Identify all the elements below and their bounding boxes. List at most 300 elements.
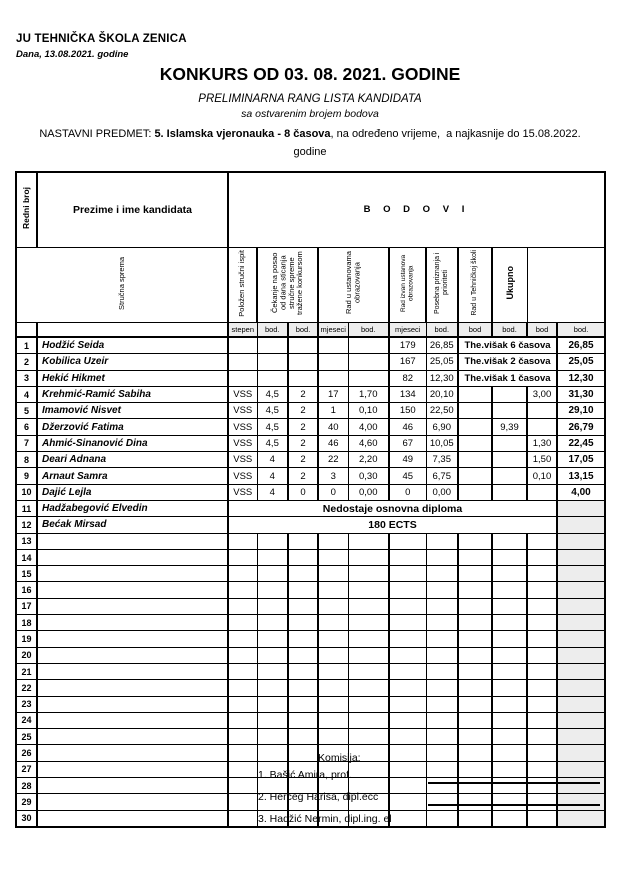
score-cell — [527, 566, 557, 582]
table-row — [16, 745, 605, 761]
score-cell — [318, 337, 348, 354]
score-cell — [318, 696, 348, 712]
score-cell — [318, 598, 348, 614]
score-cell — [426, 712, 458, 728]
candidate-name: Hodžić Seida — [37, 337, 228, 354]
unit-label: bod — [527, 323, 557, 338]
score-cell — [527, 631, 557, 647]
score-cell — [318, 370, 348, 386]
candidate-name — [37, 761, 228, 777]
score-cell — [348, 533, 389, 549]
score-cell — [257, 354, 288, 370]
score-cell — [527, 680, 557, 696]
score-cell — [458, 484, 492, 500]
score-cell — [527, 419, 557, 435]
score-cell — [228, 582, 257, 598]
unit-label: bod. — [492, 323, 527, 338]
score-cell: 4,5 — [257, 419, 288, 435]
score-cell: 134 — [389, 386, 426, 402]
col-group-cekanje-na-posao: Čekanje na posao od dana sticanja stručne spreme tražene konkursom — [257, 248, 318, 323]
candidate-name: Ahmić-Sinanović Dina — [37, 435, 228, 451]
score-cell — [426, 566, 458, 582]
score-cell — [288, 680, 318, 696]
score-cell — [527, 582, 557, 598]
score-cell — [458, 386, 492, 402]
score-cell — [458, 533, 492, 549]
col-group-strucna-sprema: Stručna sprema — [16, 248, 228, 323]
score-cell — [492, 729, 527, 745]
score-cell: 6,75 — [426, 468, 458, 484]
table-row — [16, 484, 605, 500]
score-cell — [426, 680, 458, 696]
score-cell — [426, 598, 458, 614]
row-number: 17 — [16, 598, 37, 614]
table-row — [16, 712, 605, 728]
score-cell — [458, 598, 492, 614]
score-cell — [426, 663, 458, 679]
score-cell — [228, 745, 257, 761]
score-cell — [527, 663, 557, 679]
score-cell: 1,70 — [348, 386, 389, 402]
score-cell: VSS — [228, 403, 257, 419]
score-cell: 7,35 — [426, 452, 458, 468]
col-group-polozen-ispit: Položen stručni ispit — [228, 248, 257, 323]
candidate-name: Krehmić-Ramić Sabiha — [37, 386, 228, 402]
score-cell — [527, 615, 557, 631]
row-number: 25 — [16, 729, 37, 745]
score-cell — [458, 696, 492, 712]
candidate-name — [37, 696, 228, 712]
score-cell — [527, 729, 557, 745]
subtitle-bodovi: sa ostvarenim brojem bodova — [241, 108, 379, 120]
score-cell — [228, 810, 257, 827]
row-number: 1 — [16, 337, 37, 354]
score-cell — [389, 729, 426, 745]
score-cell — [348, 631, 389, 647]
score-cell — [257, 615, 288, 631]
score-cell — [288, 729, 318, 745]
komisija-label: Komisija: — [318, 752, 361, 764]
score-cell — [426, 696, 458, 712]
score-cell — [389, 615, 426, 631]
score-cell — [318, 631, 348, 647]
score-cell — [426, 778, 458, 794]
komisija-member: 2. Herceg Harisa, dipl.ecc — [258, 791, 379, 803]
score-cell — [318, 566, 348, 582]
candidate-name — [37, 729, 228, 745]
row-number: 15 — [16, 566, 37, 582]
candidate-name — [37, 663, 228, 679]
rank-table — [15, 171, 606, 828]
score-cell — [527, 810, 557, 827]
row-number: 4 — [16, 386, 37, 402]
score-cell — [257, 680, 288, 696]
row-note: 180 ECTS — [228, 517, 557, 533]
score-cell — [389, 631, 426, 647]
score-cell — [458, 452, 492, 468]
total-cell — [557, 615, 605, 631]
score-cell: 26,85 — [426, 337, 458, 354]
score-cell — [527, 647, 557, 663]
candidate-name: Džerzović Fatima — [37, 419, 228, 435]
score-cell — [318, 729, 348, 745]
subject-suffix: , na određeno vrijeme, a najkasnije do 15.08.2022. — [330, 128, 581, 140]
score-cell: 9,39 — [492, 419, 527, 435]
score-cell — [426, 794, 458, 810]
score-cell — [492, 810, 527, 827]
score-cell — [492, 533, 527, 549]
table-row — [16, 403, 605, 419]
score-cell: 0,30 — [348, 468, 389, 484]
unit-label: bod — [458, 323, 492, 338]
score-cell — [228, 370, 257, 386]
score-cell — [228, 647, 257, 663]
score-cell — [389, 696, 426, 712]
score-cell — [492, 566, 527, 582]
unit-label: bod. — [557, 323, 605, 338]
score-cell — [318, 615, 348, 631]
score-cell — [458, 549, 492, 565]
score-cell: 150 — [389, 403, 426, 419]
row-number: 20 — [16, 647, 37, 663]
candidate-name — [37, 680, 228, 696]
candidate-name: Deari Adnana — [37, 452, 228, 468]
total-cell: 13,15 — [557, 468, 605, 484]
score-cell — [348, 663, 389, 679]
visak-note: The.višak 2 časova — [458, 354, 557, 370]
total-cell: 12,30 — [557, 370, 605, 386]
candidate-name — [37, 794, 228, 810]
score-cell: 167 — [389, 354, 426, 370]
score-cell — [527, 696, 557, 712]
total-cell: 4,00 — [557, 484, 605, 500]
col-group-rad-izvan-ustanova: Rad izvan ustanova obrazovanja — [389, 248, 426, 323]
score-cell: 12,30 — [426, 370, 458, 386]
score-cell: 0,00 — [348, 484, 389, 500]
row-number: 10 — [16, 484, 37, 500]
candidate-name: Hadžabegović Elvedin — [37, 500, 228, 516]
score-cell — [389, 598, 426, 614]
score-cell — [389, 647, 426, 663]
score-cell: 2,20 — [348, 452, 389, 468]
score-cell — [348, 680, 389, 696]
candidate-name — [37, 549, 228, 565]
row-number: 11 — [16, 500, 37, 516]
score-cell — [458, 810, 492, 827]
score-cell — [492, 435, 527, 451]
score-cell — [257, 370, 288, 386]
score-cell — [257, 745, 288, 761]
score-cell — [492, 484, 527, 500]
score-cell: 0,10 — [348, 403, 389, 419]
row-number: 2 — [16, 354, 37, 370]
row-number: 8 — [16, 452, 37, 468]
score-cell — [458, 566, 492, 582]
unit-label: bod. — [348, 323, 389, 338]
score-cell — [492, 778, 527, 794]
total-cell — [557, 517, 605, 533]
table-row — [16, 680, 605, 696]
row-number: 18 — [16, 615, 37, 631]
row-number: 23 — [16, 696, 37, 712]
row-number: 9 — [16, 468, 37, 484]
score-cell: 4 — [257, 484, 288, 500]
signature-line — [428, 782, 600, 784]
score-cell — [458, 403, 492, 419]
score-cell — [257, 631, 288, 647]
score-cell — [348, 729, 389, 745]
unit-cell-empty — [37, 323, 228, 338]
score-cell — [492, 794, 527, 810]
score-cell — [389, 549, 426, 565]
score-cell — [288, 712, 318, 728]
total-cell — [557, 549, 605, 565]
candidate-name — [37, 647, 228, 663]
score-cell — [492, 631, 527, 647]
score-cell: 2 — [288, 435, 318, 451]
total-cell — [557, 566, 605, 582]
komisija-member: 1. Bašić Amira, prof. — [258, 769, 352, 781]
candidate-name — [37, 533, 228, 549]
score-cell — [348, 696, 389, 712]
row-number: 19 — [16, 631, 37, 647]
score-cell: 1,50 — [527, 452, 557, 468]
score-cell: 4,00 — [348, 419, 389, 435]
table-row — [16, 500, 605, 516]
score-cell — [389, 533, 426, 549]
score-cell — [318, 712, 348, 728]
total-cell — [557, 582, 605, 598]
score-cell — [348, 647, 389, 663]
score-cell — [389, 761, 426, 777]
table-row — [16, 435, 605, 451]
unit-label: bod. — [257, 323, 288, 338]
total-cell — [557, 533, 605, 549]
signature-line — [428, 826, 600, 828]
score-cell — [458, 582, 492, 598]
total-cell — [557, 500, 605, 516]
score-cell — [389, 712, 426, 728]
score-cell — [492, 663, 527, 679]
score-cell: 45 — [389, 468, 426, 484]
score-cell — [527, 778, 557, 794]
score-cell: 49 — [389, 452, 426, 468]
score-cell — [458, 615, 492, 631]
score-cell — [228, 778, 257, 794]
score-cell — [389, 680, 426, 696]
candidate-name — [37, 712, 228, 728]
table-row — [16, 517, 605, 533]
score-cell — [288, 533, 318, 549]
score-cell — [527, 549, 557, 565]
score-cell — [426, 582, 458, 598]
score-cell — [458, 712, 492, 728]
score-cell — [288, 354, 318, 370]
row-number: 3 — [16, 370, 37, 386]
table-row — [16, 337, 605, 354]
col-header-bodovi: B O D O V I — [228, 172, 605, 248]
score-cell — [257, 598, 288, 614]
score-cell — [318, 354, 348, 370]
score-cell — [458, 419, 492, 435]
score-cell — [389, 663, 426, 679]
score-cell — [228, 533, 257, 549]
row-number: 24 — [16, 712, 37, 728]
score-cell: 2 — [288, 386, 318, 402]
score-cell: 0 — [389, 484, 426, 500]
candidate-name: Arnaut Samra — [37, 468, 228, 484]
signature-line — [428, 804, 600, 806]
score-cell — [288, 337, 318, 354]
score-cell — [527, 403, 557, 419]
score-cell — [257, 533, 288, 549]
score-cell — [228, 663, 257, 679]
table-row — [16, 354, 605, 370]
score-cell — [492, 386, 527, 402]
score-cell — [288, 745, 318, 761]
score-cell — [318, 533, 348, 549]
col-group-rad-u-ustanovama: Rad u ustanovama obrazovanja — [318, 248, 389, 323]
unit-label: mjeseci — [389, 323, 426, 338]
col-header-redni-broj: Redni broj — [16, 172, 37, 248]
score-cell: 46 — [389, 419, 426, 435]
score-cell: 4 — [257, 468, 288, 484]
score-cell — [288, 582, 318, 598]
row-number: 28 — [16, 778, 37, 794]
total-cell: 31,30 — [557, 386, 605, 402]
date-line: Dana, 13.08.2021. godine — [16, 49, 129, 60]
score-cell — [527, 712, 557, 728]
row-number: 14 — [16, 549, 37, 565]
candidate-name — [37, 810, 228, 827]
row-number: 6 — [16, 419, 37, 435]
doc-title: KONKURS OD 03. 08. 2021. GODINE — [159, 64, 461, 84]
row-note: Nedostaje osnovna diploma — [228, 500, 557, 516]
score-cell — [492, 403, 527, 419]
score-cell — [527, 598, 557, 614]
score-cell — [257, 566, 288, 582]
score-cell — [492, 761, 527, 777]
candidate-name — [37, 631, 228, 647]
candidate-name: Hekić Hikmet — [37, 370, 228, 386]
row-number: 5 — [16, 403, 37, 419]
score-cell — [458, 631, 492, 647]
row-number: 7 — [16, 435, 37, 451]
score-cell — [492, 452, 527, 468]
table-row — [16, 631, 605, 647]
score-cell — [228, 696, 257, 712]
row-number: 12 — [16, 517, 37, 533]
score-cell — [527, 533, 557, 549]
table-row — [16, 598, 605, 614]
score-cell — [426, 729, 458, 745]
total-cell — [557, 794, 605, 810]
school-name: JU TEHNIČKA ŠKOLA ZENICA — [16, 33, 187, 45]
row-number: 16 — [16, 582, 37, 598]
score-cell — [527, 794, 557, 810]
score-cell — [389, 566, 426, 582]
score-cell — [348, 566, 389, 582]
score-cell — [318, 582, 348, 598]
score-cell: 0 — [288, 484, 318, 500]
total-cell — [557, 761, 605, 777]
score-cell — [426, 745, 458, 761]
score-cell — [348, 598, 389, 614]
subject-name: 5. Islamska vjeronauka - 8 časova — [154, 128, 331, 140]
score-cell — [458, 663, 492, 679]
score-cell — [288, 615, 318, 631]
table-row — [16, 533, 605, 549]
table-row — [16, 647, 605, 663]
unit-label: stepen — [228, 323, 257, 338]
total-cell — [557, 712, 605, 728]
score-cell — [426, 615, 458, 631]
score-cell: 46 — [318, 435, 348, 451]
score-cell: 6,90 — [426, 419, 458, 435]
score-cell: 2 — [288, 468, 318, 484]
score-cell — [228, 761, 257, 777]
total-cell — [557, 647, 605, 663]
row-number: 30 — [16, 810, 37, 827]
candidate-name — [37, 778, 228, 794]
score-cell — [492, 745, 527, 761]
score-cell — [527, 745, 557, 761]
subject-prefix: NASTAVNI PREDMET: — [39, 128, 155, 140]
candidate-name — [37, 745, 228, 761]
score-cell: 0 — [318, 484, 348, 500]
score-cell: VSS — [228, 386, 257, 402]
score-cell: 25,05 — [426, 354, 458, 370]
score-cell: VSS — [228, 484, 257, 500]
score-cell — [318, 663, 348, 679]
score-cell: 0,00 — [426, 484, 458, 500]
candidate-name: Dajić Lejla — [37, 484, 228, 500]
score-cell — [288, 598, 318, 614]
table-row — [16, 615, 605, 631]
table-row — [16, 386, 605, 402]
score-cell — [288, 370, 318, 386]
score-cell — [492, 696, 527, 712]
score-cell — [389, 778, 426, 794]
score-cell: 40 — [318, 419, 348, 435]
score-cell — [257, 663, 288, 679]
score-cell: 2 — [288, 403, 318, 419]
total-cell — [557, 680, 605, 696]
candidate-name — [37, 582, 228, 598]
score-cell — [527, 761, 557, 777]
score-cell — [318, 647, 348, 663]
score-cell — [492, 468, 527, 484]
score-cell — [492, 680, 527, 696]
score-cell — [389, 582, 426, 598]
unit-label: bod. — [426, 323, 458, 338]
score-cell — [348, 354, 389, 370]
score-cell: VSS — [228, 435, 257, 451]
score-cell: VSS — [228, 452, 257, 468]
score-cell — [288, 549, 318, 565]
score-cell — [426, 647, 458, 663]
score-cell — [426, 533, 458, 549]
total-cell: 17,05 — [557, 452, 605, 468]
score-cell — [228, 549, 257, 565]
table-row — [16, 566, 605, 582]
col-group-ukupno: Ukupno — [492, 248, 527, 323]
table-row — [16, 729, 605, 745]
visak-note: The.višak 1 časova — [458, 370, 557, 386]
score-cell — [492, 712, 527, 728]
score-cell — [527, 484, 557, 500]
score-cell — [348, 615, 389, 631]
